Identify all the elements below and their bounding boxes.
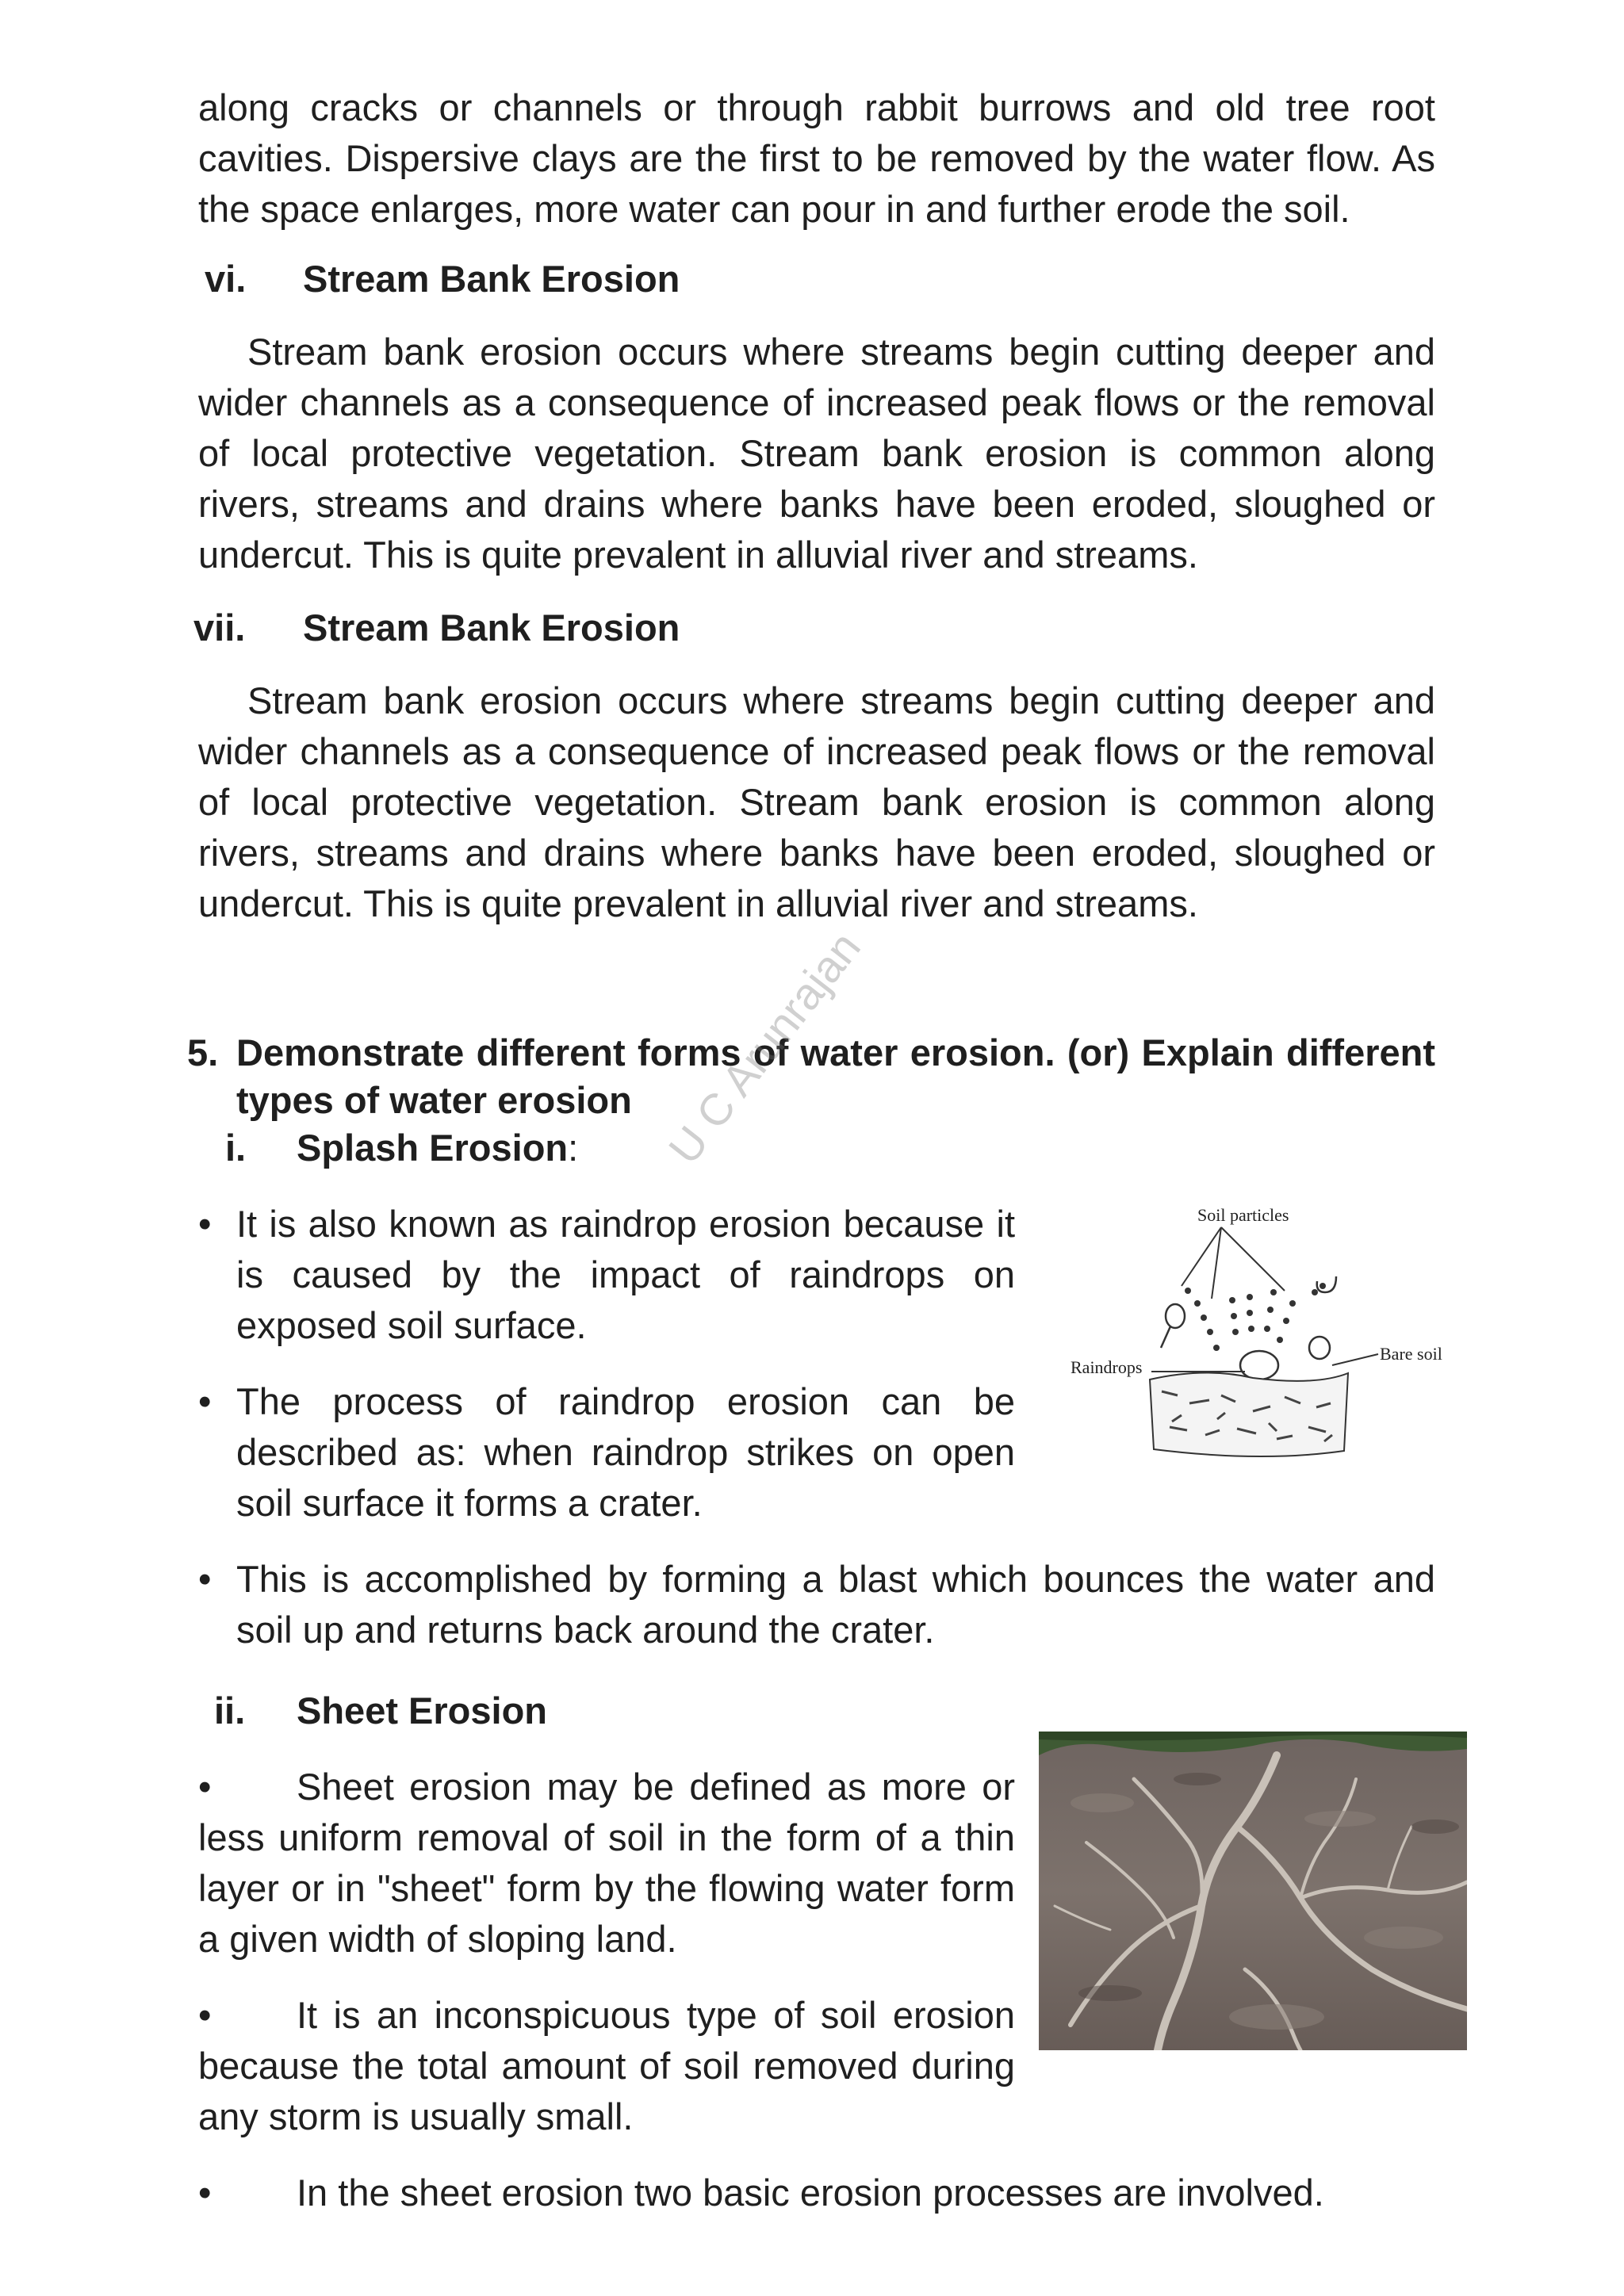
section-vi-heading	[205, 254, 680, 304]
question-5-number: 5.	[187, 1031, 219, 1073]
watermark: U C Arunrajan	[658, 922, 870, 1173]
bullet-dot: •	[198, 1994, 212, 2036]
bullet-dot: •	[198, 1380, 212, 1422]
splash-number: i.	[225, 1127, 247, 1169]
label-soil-particles: Soil particles	[1197, 1205, 1289, 1225]
sheet-bullet-3-text: In the sheet erosion two basic erosion processes are involved.	[297, 2172, 1324, 2214]
section-vii-number: vii.	[193, 607, 246, 649]
section-vi-number: vi.	[205, 258, 247, 300]
splash-bullet-2	[198, 1376, 1015, 1535]
splash-bullet-2-text: The process of raindrop erosion can be described as: when raindrop strikes on open soil surface it forms a crater.	[236, 1380, 1015, 1524]
sheet-bullet-1-text: Sheet erosion may be defined as more or less uniform removal of soil in the form of a thin layer or in "sheet" form by the flowing water form a given width of sloping land.	[198, 1766, 1015, 1960]
bullet-dot: •	[198, 2172, 212, 2214]
sheet-erosion-photo	[1039, 1732, 1467, 2050]
label-raindrops: Raindrops	[1071, 1357, 1143, 1377]
sheet-erosion-heading	[214, 1686, 547, 1736]
sheet-number: ii.	[214, 1689, 246, 1732]
section-vi-title: Stream Bank Erosion	[303, 258, 680, 300]
sheet-bullet-3	[198, 2168, 1435, 2218]
splash-title: Splash Erosion	[297, 1127, 569, 1169]
section-vii-heading	[193, 603, 680, 653]
section-vii-paragraph: Stream bank erosion occurs where streams begin cutting deeper and wider channels as a consequence of increased peak flows or the removal of local protective vegetation. Stream bank erosion is common along rivers, streams and drains where banks have been eroded, sloughed or undercut. This is quite prevalent in alluvial river and streams.	[198, 679, 1435, 924]
splash-erosion-heading	[225, 1123, 578, 1173]
section-vii-title: Stream Bank Erosion	[303, 607, 680, 649]
soil-particles-icon	[1185, 1283, 1326, 1351]
sheet-bullet-2-text: It is an inconspicuous type of soil erosion because the total amount of soil removed during any storm is usually small.	[198, 1994, 1015, 2137]
sheet-bullet-2	[198, 1990, 1015, 2142]
bullet-dot: •	[198, 1558, 212, 1600]
splash-bullet-3	[198, 1554, 1435, 1665]
section-vi-paragraph: Stream bank erosion occurs where streams begin cutting deeper and wider channels as a consequence of increased peak flows or the removal of local protective vegetation. Stream bank erosion is common along rivers, streams and drains where banks have been eroded, sloughed or undercut. This is quite prevalent in alluvial river and streams.	[198, 331, 1435, 576]
splash-erosion-diagram	[1063, 1197, 1443, 1475]
splash-bullet-1-text: It is also known as raindrop erosion because it is caused by the impact of raindrops on exposed soil surface.	[236, 1203, 1015, 1346]
label-bare-soil: Bare soil	[1380, 1344, 1442, 1364]
pointer-lines	[1151, 1227, 1378, 1372]
splash-title-colon: :	[568, 1127, 579, 1169]
splash-bullet-1	[198, 1199, 1015, 1357]
bullet-dot: •	[198, 1203, 212, 1245]
soil-mass	[1150, 1372, 1348, 1456]
intro-paragraph: along cracks or channels or through rabbit burrows and old tree root cavities. Dispersive clays are the first to be removed by the water flow. As the space enlarges, more water can pour in and further erode the soil.	[198, 86, 1435, 230]
splash-bullet-3-text: This is accomplished by forming a blast which bounces the water and soil up and returns back around the crater.	[236, 1558, 1435, 1651]
bullet-dot: •	[198, 1766, 212, 1808]
question-5-text: Demonstrate different forms of water erosion. (or) Explain different types of water erosion	[236, 1031, 1435, 1121]
sheet-bullet-1	[198, 1762, 1015, 1965]
sheet-title: Sheet Erosion	[297, 1689, 548, 1732]
